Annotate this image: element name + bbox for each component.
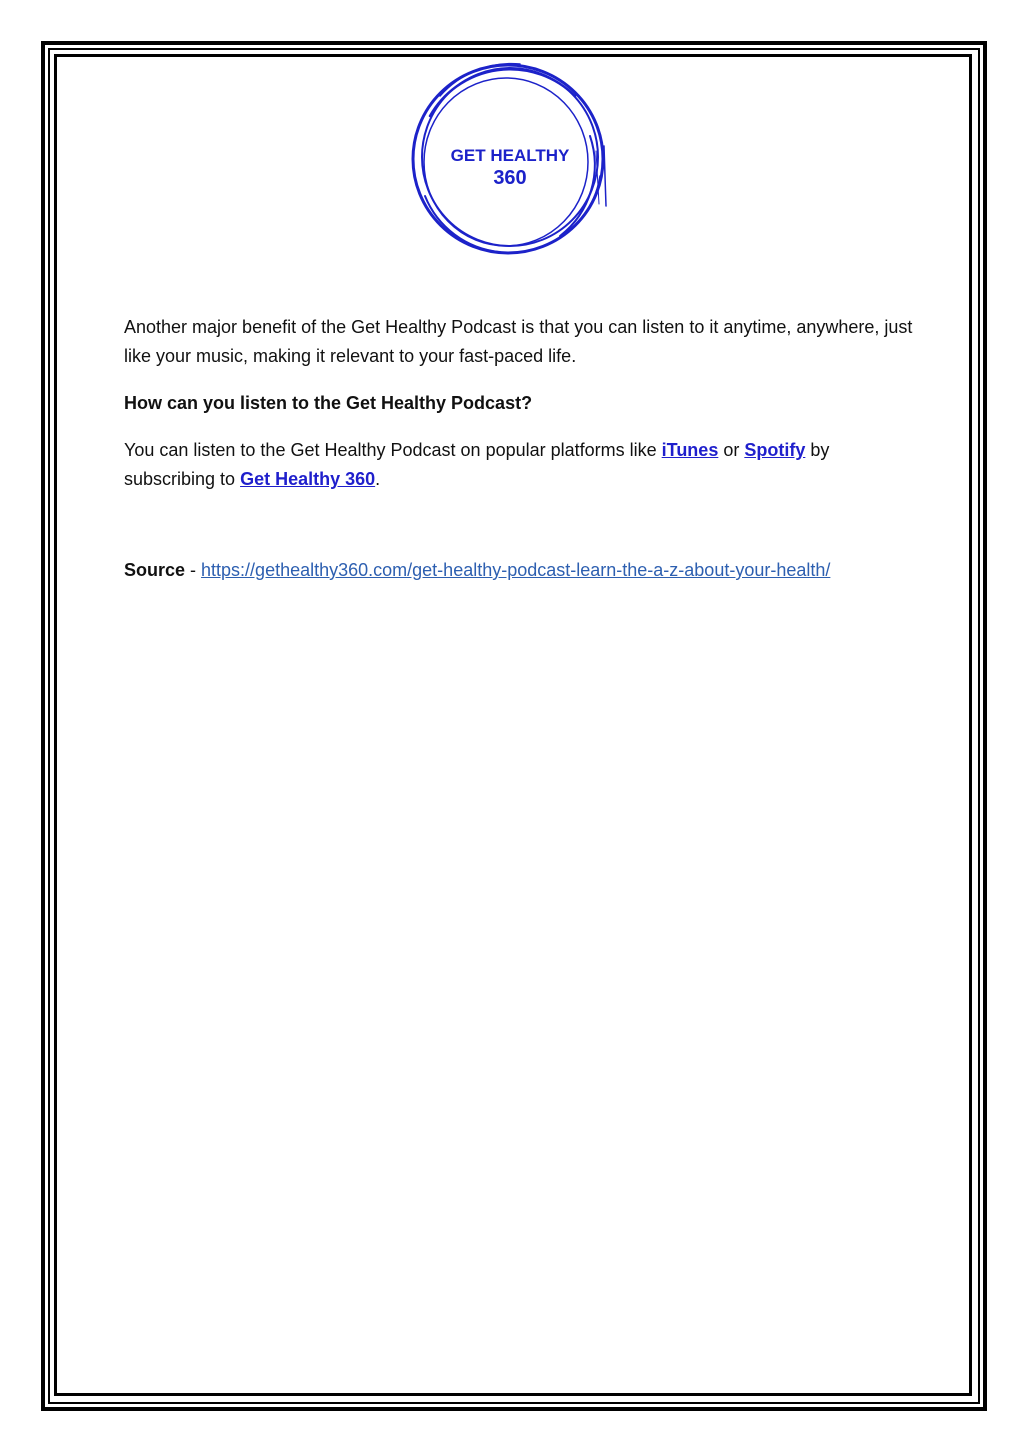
source-url-link[interactable]: https://gethealthy360.com/get-healthy-podcast-learn-the-a-z-about-your-health/ — [201, 560, 831, 580]
section-heading: How can you listen to the Get Healthy Podcast? — [124, 393, 533, 413]
document-body — [124, 313, 914, 585]
benefit-paragraph: Another major benefit of the Get Healthy Podcast is that you can listen to it anytime, anywhere, just like your music, making it relevant to your fast-paced life. — [124, 317, 913, 366]
itunes-link[interactable]: iTunes — [661, 440, 719, 460]
or-text: or — [718, 440, 745, 460]
logo-text-line1: GET HEALTHY — [450, 146, 570, 165]
period-text: . — [375, 469, 381, 489]
get-healthy-360-link[interactable]: Get Healthy 360 — [240, 469, 376, 489]
get-healthy-360-logo — [400, 56, 620, 266]
spotify-link[interactable]: Spotify — [744, 440, 806, 460]
platforms-paragraph — [124, 436, 914, 494]
logo-text-line2: 360 — [493, 167, 527, 189]
subscribing-text: by subscribing to — [124, 440, 830, 489]
source-separator: - — [185, 560, 202, 580]
source-line — [124, 556, 914, 585]
platforms-text: You can listen to the Get Healthy Podcast on popular platforms like — [124, 440, 662, 460]
source-label: Source — [124, 560, 186, 580]
